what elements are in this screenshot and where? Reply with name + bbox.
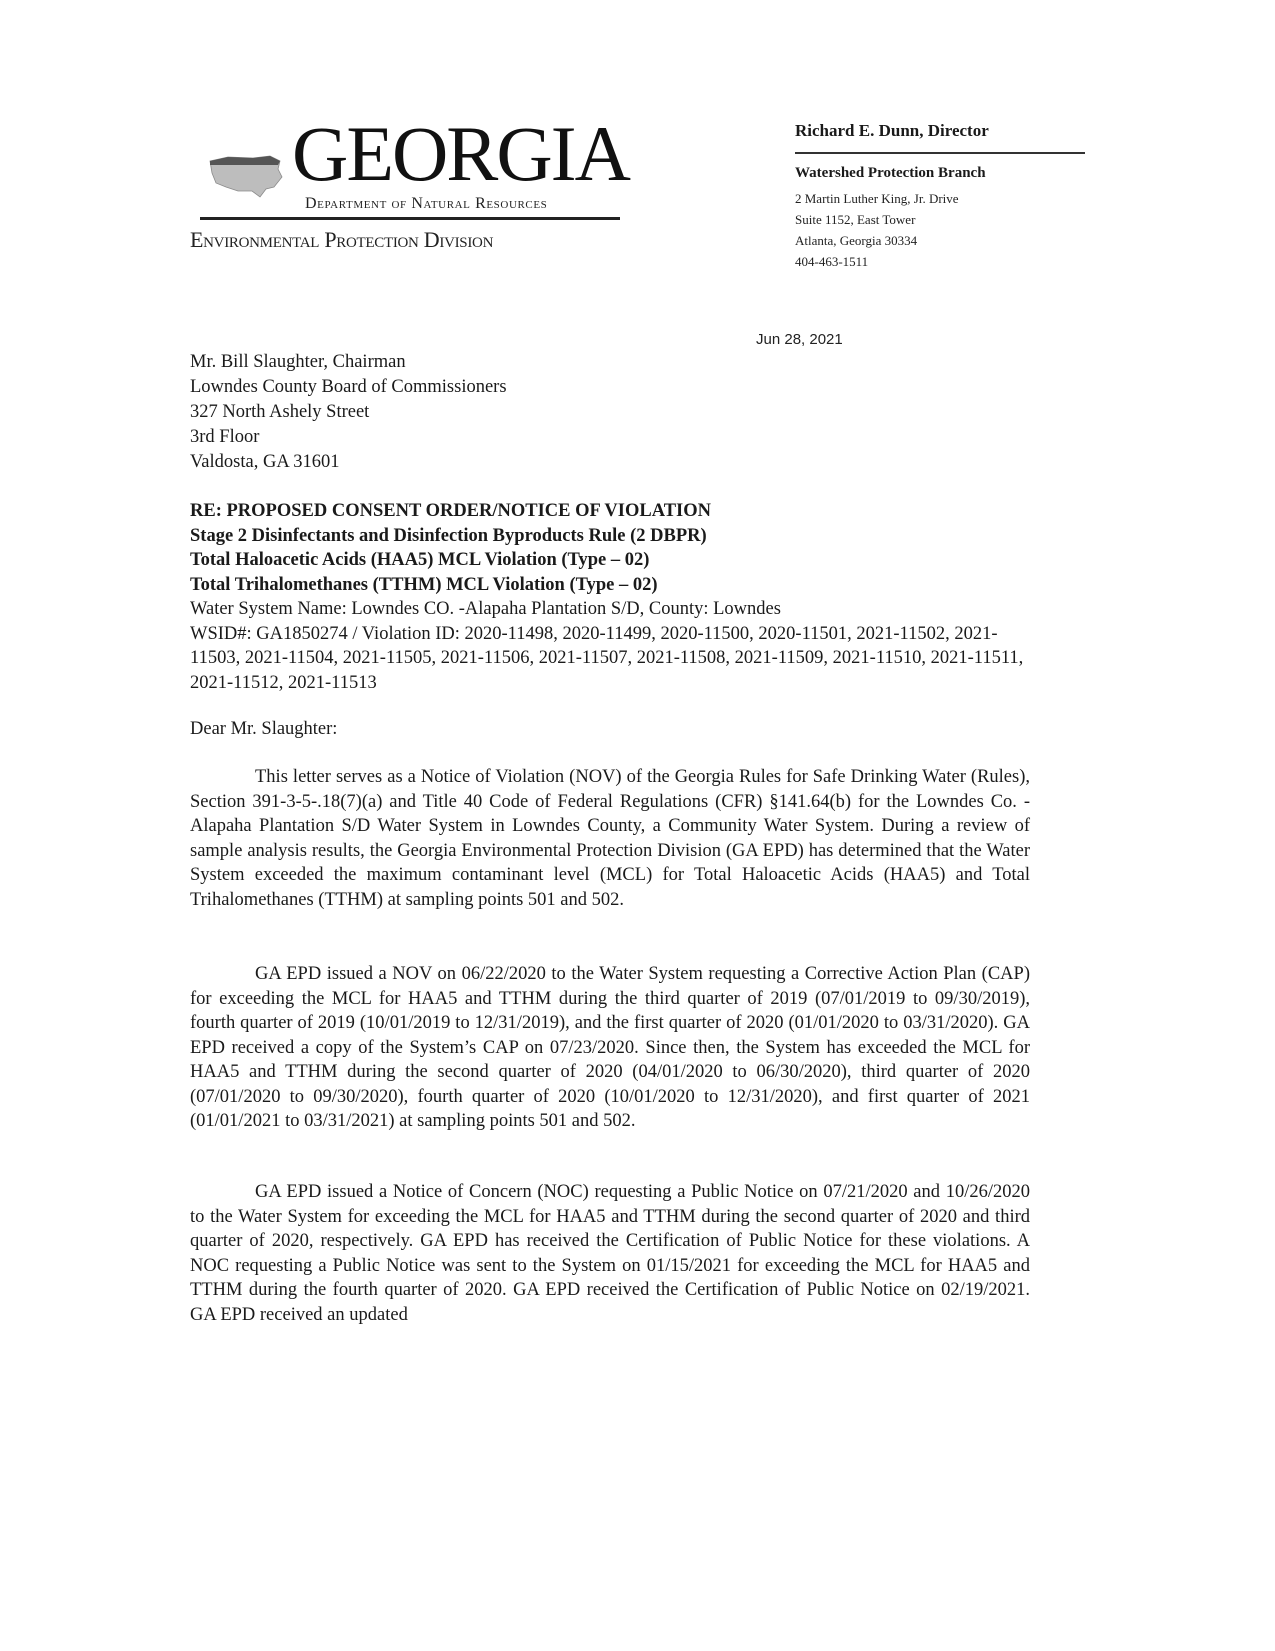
body-paragraph-2 — [190, 962, 1030, 1134]
division-name: Environmental Protection Division — [190, 227, 494, 252]
paragraph-text: This letter serves as a Notice of Violation (NOV) of the Georgia Rules for Safe Drinking Water (Rules), Section 391-3-5-.18(7)(a) and Title 40 Code of Federal Regulations (CFR) §141.64(b) for the Lowndes Co. -Alapaha Plantation S/D Water System in Lowndes County, a Community Water System. During a review of sample analysis results, the Georgia Environmental Protection Division (GA EPD) has determined that the Water System exceeded the maximum contaminant level (MCL) for Total Haloacetic Acids (HAA5) and Total Trihalomethanes (TTHM) at sampling points 501 and 502. — [190, 767, 1030, 910]
subject-heading: RE: PROPOSED CONSENT ORDER/NOTICE OF VIOLATION — [190, 501, 711, 521]
address-line: Atlanta, Georgia 30334 — [795, 233, 918, 248]
paragraph-text: GA EPD issued a Notice of Concern (NOC) requesting a Public Notice on 07/21/2020 and 10/26/2020 to the Water System for exceeding the MCL for HAA5 and TTHM during the second quarter of 2020 and third quarter of 2020, respectively. GA EPD has received the Certification of Public Notice for these violations. A NOC requesting a Public Notice was sent to the System on 01/15/2021 for exceeding the MCL for HAA5 and TTHM during the fourth quarter of 2020. GA EPD received the Certification of Public Notice on 02/19/2021. GA EPD received an updated — [190, 1182, 1030, 1325]
address-line: Suite 1152, East Tower — [795, 212, 916, 227]
salutation: Dear Mr. Slaughter: — [190, 719, 338, 739]
paragraph-text: GA EPD issued a NOV on 06/22/2020 to the Water System requesting a Corrective Action Plan (CAP) for exceeding the MCL for HAA5 and TTHM during the third quarter of 2019 (07/01/2019 to 09/30/2019), fourth quarter of 2019 (10/01/2019 to 12/31/2019), and the first quarter of 2020 (01/01/2020 to 03/31/2020). GA EPD received a copy of the System’s CAP on 07/23/2020. Since then, the System has exceeded the MCL for HAA5 and TTHM during the second quarter of 2020 (04/01/2020 to 06/30/2020), third quarter of 2020 (07/01/2020 to 09/30/2020), fourth quarter of 2020 (10/01/2020 to 12/31/2020), and first quarter of 2021 (01/01/2021 to 03/31/2021) at sampling points 501 and 502. — [190, 964, 1030, 1131]
recipient-line: Valdosta, GA 31601 — [190, 452, 340, 472]
logo-title: GEORGIA — [292, 110, 629, 197]
recipient-line: 3rd Floor — [190, 427, 260, 447]
director-name: Richard E. Dunn, Director — [795, 121, 989, 140]
header-divider — [795, 152, 1085, 154]
wsid-violation-ids: WSID#: GA1850274 / Violation ID: 2020-11498, 2020-11499, 2020-11500, 2020-11501, 2021-11502, 2021-11503, 2021-11504, 2021-11505, 2021-11506, 2021-11507, 2021-11508, 2021-11509, 2021-11510, 2021-11511, 2021-11512, 2021-11513 — [190, 623, 1024, 693]
us-map-icon — [208, 153, 286, 199]
branch-name: Watershed Protection Branch — [795, 165, 986, 181]
water-system-line: Water System Name: Lowndes CO. -Alapaha Plantation S/D, County: Lowndes — [190, 599, 781, 619]
recipient-address — [190, 350, 507, 475]
recipient-line: 327 North Ashely Street — [190, 402, 370, 422]
subject-violation-tthm: Total Trihalomethanes (TTHM) MCL Violation (Type – 02) — [190, 574, 658, 595]
subject-rule: Stage 2 Disinfectants and Disinfection Byproducts Rule (2 DBPR) — [190, 525, 707, 546]
phone-number: 404-463-1511 — [795, 254, 869, 269]
body-paragraph-3 — [190, 1180, 1030, 1327]
recipient-line: Lowndes County Board of Commissioners — [190, 377, 507, 397]
recipient-line: Mr. Bill Slaughter, Chairman — [190, 352, 406, 372]
address-line: 2 Martin Luther King, Jr. Drive — [795, 191, 959, 206]
subject-block — [190, 499, 1050, 695]
subject-violation-haa5: Total Haloacetic Acids (HAA5) MCL Violation (Type – 02) — [190, 550, 650, 570]
body-paragraph-1 — [190, 765, 1030, 912]
branch-address — [795, 188, 959, 272]
logo-divider — [200, 217, 620, 220]
logo-subtitle: Department of Natural Resources — [305, 195, 548, 212]
letter-date: Jun 28, 2021 — [756, 331, 843, 348]
